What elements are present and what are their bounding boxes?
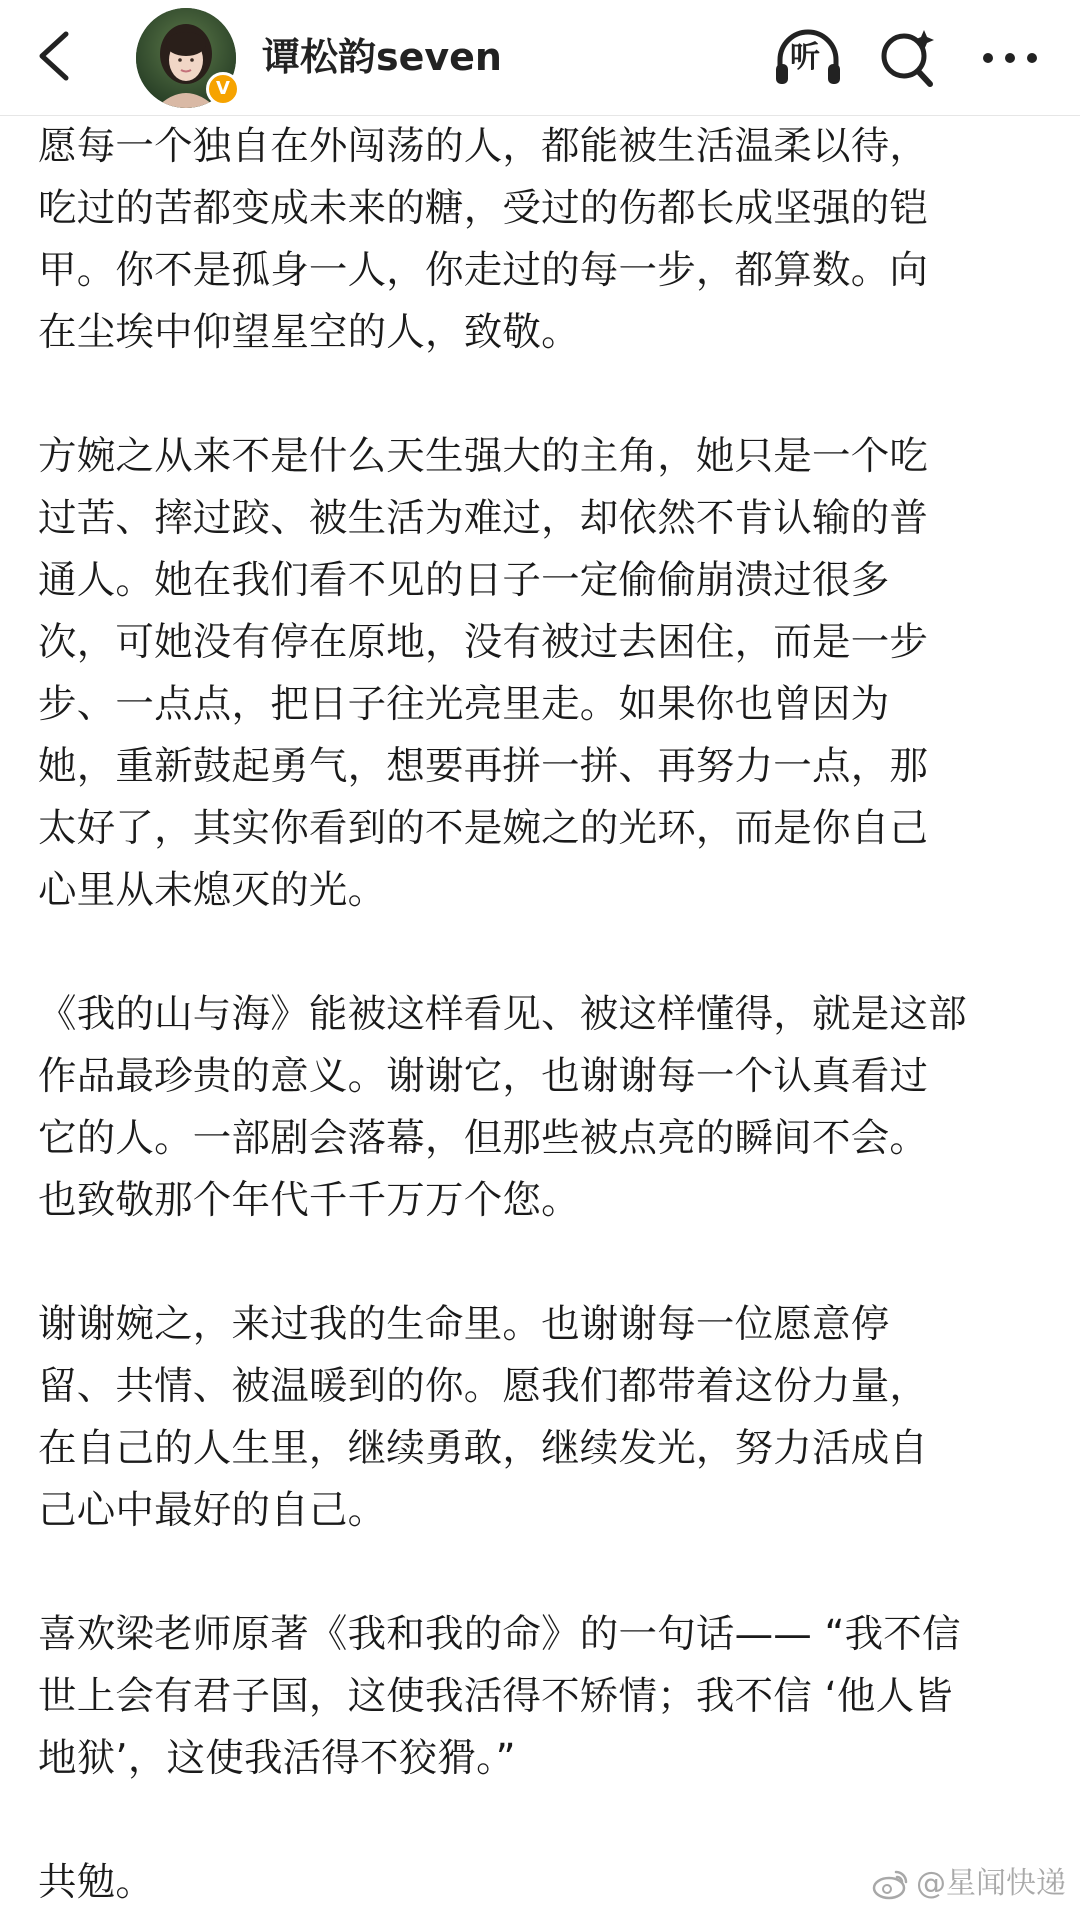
text-line: 吃过的苦都变成未来的糖，受过的伤都长成坚强的铠 bbox=[38, 186, 929, 231]
text-line: 甲。你不是孤身一人，你走过的每一步，都算数。向 bbox=[38, 248, 929, 293]
text-line: 世上会有君子国，这使我活得不矫情；我不信 ‘他人皆 bbox=[38, 1674, 953, 1719]
post-text bbox=[0, 116, 1080, 1914]
top-navigation-bar bbox=[0, 0, 1080, 116]
text-line: 谢谢婉之，来过我的生命里。也谢谢每一位愿意停 bbox=[38, 1302, 890, 1347]
text-line: 她，重新鼓起勇气，想要再拼一拼、再努力一点，那 bbox=[38, 744, 929, 789]
text-line: 它的人。一部剧会落幕，但那些被点亮的瞬间不会。 bbox=[38, 1116, 929, 1161]
text-line: 作品最珍贵的意义。谢谢它，也谢谢每一个认真看过 bbox=[38, 1054, 929, 1099]
text-line: 心里从未熄灭的光。 bbox=[38, 868, 387, 913]
listen-button[interactable] bbox=[770, 22, 846, 94]
paragraph-spacer bbox=[38, 1790, 1042, 1852]
paragraph-4 bbox=[38, 1294, 1042, 1542]
watermark bbox=[872, 1866, 1066, 1902]
weibo-logo-icon bbox=[872, 1868, 910, 1900]
text-line: 也致敬那个年代千千万万个您。 bbox=[38, 1178, 580, 1223]
paragraph-spacer bbox=[38, 364, 1042, 426]
text-line: 在尘埃中仰望星空的人，致敬。 bbox=[38, 310, 580, 355]
more-horizontal-icon bbox=[980, 48, 1040, 68]
text-line: 次，可她没有停在原地，没有被过去困住，而是一步 bbox=[38, 620, 929, 665]
paragraph-3 bbox=[38, 984, 1042, 1232]
text-line: 太好了，其实你看到的不是婉之的光环，而是你自己 bbox=[38, 806, 929, 851]
text-line: 过苦、摔过跤、被生活为难过，却依然不肯认输的普 bbox=[38, 496, 929, 541]
post-content-area[interactable] bbox=[0, 116, 1080, 1920]
text-line: 《我的山与海》能被这样看见、被这样懂得，就是这部 bbox=[38, 992, 967, 1037]
text-line: 愿每一个独自在外闯荡的人，都能被生活温柔以待， bbox=[38, 124, 929, 169]
text-line: 己心中最好的自己。 bbox=[38, 1488, 387, 1533]
user-avatar[interactable] bbox=[136, 8, 236, 108]
paragraph-spacer bbox=[38, 1542, 1042, 1604]
text-line: 留、共情、被温暖到的你。愿我们都带着这份力量， bbox=[38, 1364, 929, 1409]
paragraph-1 bbox=[38, 116, 1042, 364]
paragraph-spacer bbox=[38, 922, 1042, 984]
paragraph-5 bbox=[38, 1604, 1042, 1790]
text-line: 步、一点点，把日子往光亮里走。如果你也曾因为 bbox=[38, 682, 890, 727]
watermark-text: @星闻快递 bbox=[916, 1866, 1066, 1901]
paragraph-2 bbox=[38, 426, 1042, 922]
back-button[interactable] bbox=[18, 20, 90, 92]
text-line: 通人。她在我们看不见的日子一定偷偷崩溃过很多 bbox=[38, 558, 890, 603]
search-sparkle-icon bbox=[876, 26, 940, 90]
text-line: 在自己的人生里，继续勇敢，继续发光，努力活成自 bbox=[38, 1426, 929, 1471]
search-button[interactable] bbox=[870, 22, 946, 94]
text-line: 方婉之从来不是什么天生强大的主角，她只是一个吃 bbox=[38, 434, 929, 479]
more-options-button[interactable] bbox=[972, 22, 1048, 94]
paragraph-spacer bbox=[38, 1232, 1042, 1294]
text-line: 喜欢梁老师原著《我和我的命》的一句话—— “我不信 bbox=[38, 1612, 961, 1657]
verified-badge-icon: V bbox=[206, 72, 240, 106]
chevron-left-icon bbox=[34, 30, 74, 82]
listen-label: 听 bbox=[790, 40, 820, 75]
text-line: 地狱’，这使我活得不狡猾。” bbox=[38, 1736, 516, 1781]
username[interactable]: 谭松韵seven bbox=[262, 35, 502, 79]
text-line: 共勉。 bbox=[38, 1860, 155, 1905]
